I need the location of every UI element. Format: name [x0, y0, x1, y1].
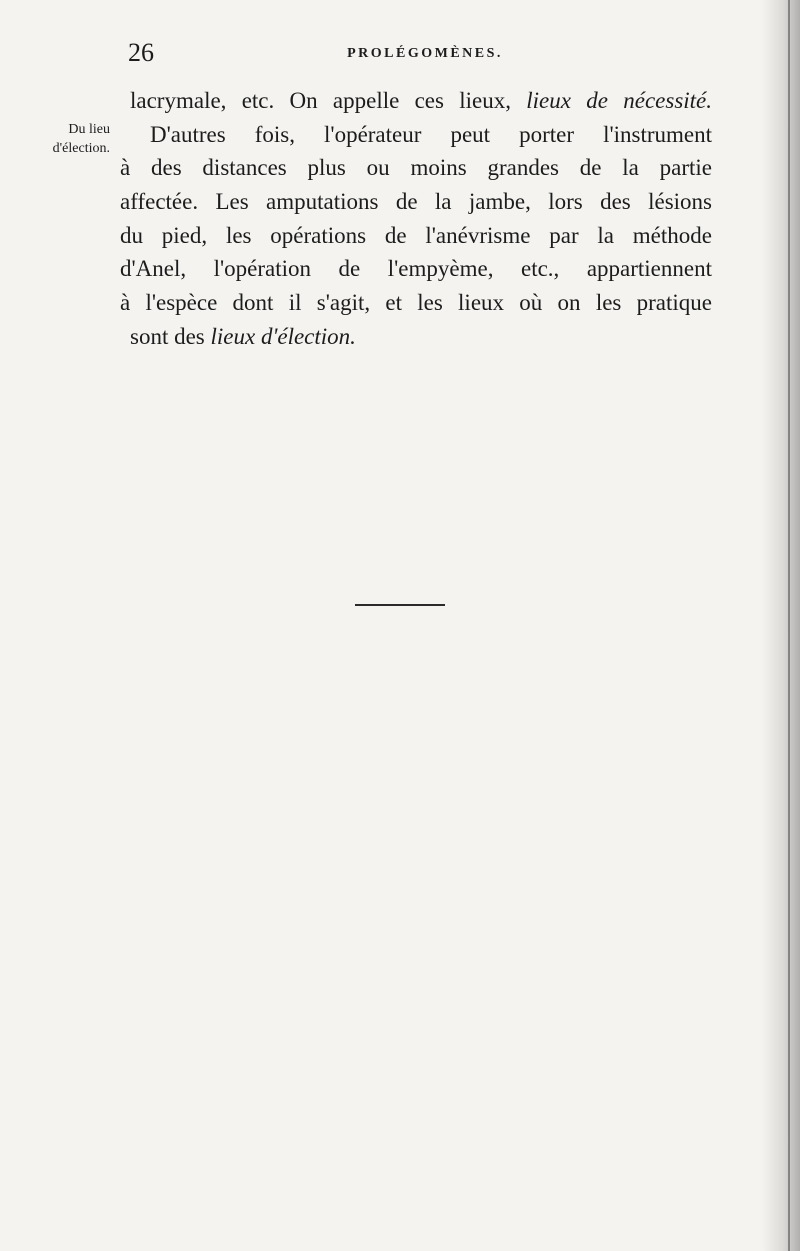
text-line-5: du pied, les opérations de l'anévrisme par la méthode — [120, 222, 712, 248]
running-head: PROLÉGOMÈNES. — [347, 46, 503, 61]
text-line-6: d'Anel, l'opération de l'empyème, etc., appartiennent — [120, 256, 712, 282]
page-edge — [788, 0, 790, 1251]
page-shadow — [762, 0, 800, 1251]
text-line-1-italic: lieux de nécessité. — [526, 88, 713, 113]
text-line-1 — [120, 84, 712, 118]
margin-note-line-1: Du lieu — [68, 122, 110, 137]
text-line-8-roman: sont des — [130, 323, 211, 349]
margin-note — [20, 120, 110, 158]
text-line-7: à l'espèce dont il s'agit, et les lieux où on les pratique — [120, 290, 712, 316]
text-line-3: à des distances plus ou moins grandes de la partie — [120, 155, 712, 181]
text-line-8-italic: lieux d'élection. — [210, 323, 356, 349]
text-line-4: affectée. Les amputations de la jambe, lors des lésions — [120, 189, 712, 215]
page-number: 26 — [128, 38, 154, 67]
section-rule — [355, 604, 445, 606]
margin-note-line-2: d'élection. — [52, 141, 110, 156]
text-line-8 — [120, 320, 712, 354]
text-line-2: D'autres fois, l'opérateur peut porter l'instrument — [150, 121, 712, 147]
body-text — [120, 84, 712, 354]
text-line-1-roman: lacrymale, etc. On appelle ces lieux, — [130, 88, 527, 113]
